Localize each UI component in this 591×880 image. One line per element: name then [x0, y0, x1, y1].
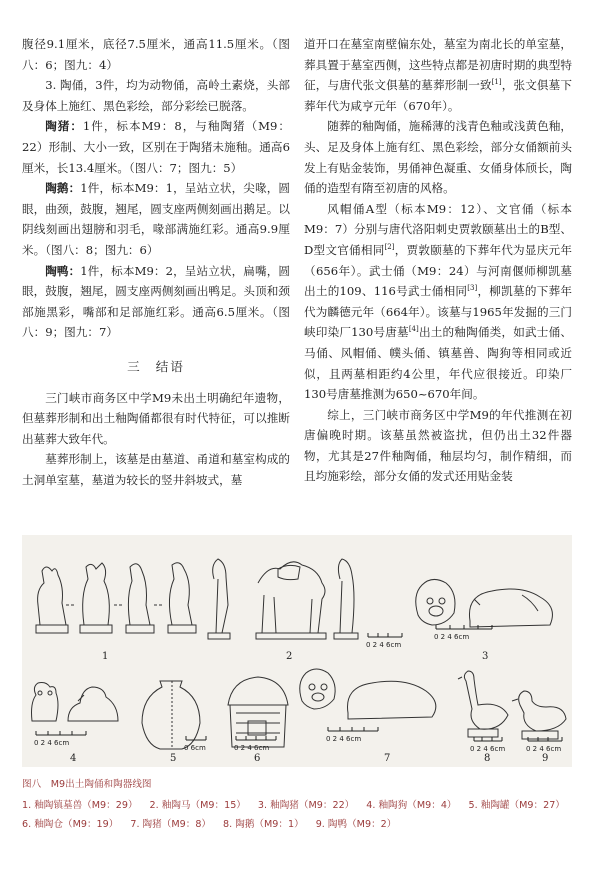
caption-title: 图八 M9出土陶俑和陶器线图	[22, 779, 152, 790]
paragraph-pig: 陶猪：1件，标本M9：8，与釉陶猪（M9：22）形制、大小一致，区别在于陶猪未施釉。通高6厘米，长13.4厘米。（图八：7；图九：5）	[22, 119, 290, 175]
paragraph: 随葬的釉陶俑，施稀薄的浅青色釉或浅黄色釉，头、足及身体上施有红、黑色彩绘，部分女俑额前头发上有贴金装饰，男俑神色凝重、女俑身体颀长，陶俑的造型有隋至初唐的风格。	[304, 119, 572, 196]
jar-drawing	[142, 681, 200, 749]
paragraph: 墓葬形制上，该墓是由墓道、甬道和墓室构成的土洞单室墓，墓道为较长的竖井斜坡式，墓	[22, 452, 290, 487]
figure-caption	[22, 776, 582, 834]
paragraph: 风帽俑A型（标本M9：12）、文官俑（标本M9：7）分别与唐代洛阳刺史贾敦颐墓出土的B型、D型文官俑相同[2]，贾敦颐墓的下葬年代为显庆元年（656年）。武士俑（M9：24）与河南偃师柳凯墓出土的109、116号武士俑相同[3]，柳凯墓的下葬年代为麟德元年（664年）。该墓与1965年发掘的三门峡印染厂130号唐墓[4]出土的釉陶俑类，如武士俑、马俑、风帽俑、幞头俑、镇墓兽、陶狗等相同或近似，且两墓相距约4公里，年代应很接近。印染厂130号唐墓推测为650~670年间。	[304, 201, 572, 402]
citation: [4]	[408, 325, 419, 334]
citation: [2]	[384, 243, 395, 252]
citation: [1]	[491, 78, 502, 87]
goose-drawing	[458, 671, 508, 737]
horse-drawing	[208, 559, 358, 639]
panel-label: 4	[70, 753, 77, 764]
paragraph: 3. 陶俑，3件，均为动物俑，高岭土素烧，头部及身体上施红、黑色彩绘，部分彩绘已脱落。	[22, 78, 290, 113]
scale-label: 0 2 4 6cm	[434, 633, 470, 641]
section-heading: 三 结语	[127, 358, 185, 374]
paragraph: 腹径9.1厘米，底径7.5厘米，通高11.5厘米。（图八：6；图九：4）	[22, 37, 290, 72]
entry-head: 陶鹅：	[45, 181, 81, 196]
scale-label: 0 2 4 6cm	[470, 745, 506, 753]
scale-label: 0 2 4 6cm	[326, 735, 362, 743]
entry-head: 陶鸭：	[45, 263, 81, 278]
panel-label: 1	[102, 651, 109, 662]
panel-label: 5	[170, 753, 177, 764]
left-column	[22, 34, 290, 490]
right-column	[304, 34, 572, 487]
line-drawing-figure	[22, 535, 572, 767]
caption-row: 1. 釉陶镇墓兽（M9：29） 2. 釉陶马（M9：15） 3. 釉陶猪（M9：22） 4. 釉陶狗（M9：4） 5. 釉陶罐（M9：27）	[22, 800, 565, 811]
entry-head: 陶猪：	[45, 119, 83, 134]
caption-row: 6. 釉陶仓（M9：19） 7. 陶猪（M9：8） 8. 陶鹅（M9：1） 9. 陶鸭（M9：2）	[22, 819, 397, 830]
tomb-beast-drawing	[36, 563, 196, 633]
paragraph-goose: 陶鹅：1件，标本M9：1，呈站立状，尖喙，圆眼，曲颈，鼓腹，翘尾，圆支座两侧刻画出鹅足。以阴线刻画出翅膀和羽毛，喙部满施红彩。通高9.9厘米。（图八：8；图九：6）	[22, 181, 290, 257]
scale-label: 0 2 4 6cm	[234, 744, 270, 752]
figure-drawings	[22, 535, 572, 767]
panel-label: 6	[254, 753, 261, 764]
scale-label: 0 2 4 6cm	[34, 739, 70, 747]
scale-label: 0 2 4 6cm	[366, 641, 402, 649]
panel-label: 7	[384, 753, 391, 764]
citation: [3]	[467, 284, 478, 293]
panel-label: 2	[286, 651, 293, 662]
paragraph-duck: 陶鸭：1件，标本M9：2，呈站立状，扁嘴，圆眼，鼓腹，翘尾，圆支座两侧刻画出鸭足。头顶和颈部施黑彩，嘴部和足部施红彩。通高6.5厘米。（图八：9；图九：7）	[22, 263, 290, 340]
paragraph: 综上，三门峡市商务区中学M9的年代推测在初唐偏晚时期。该墓虽然被盗扰，但仍出土32件器物，尤其是27件釉陶俑，釉层均匀，制作精细，而且均施彩绘，部分女俑的发式还用贴金装	[304, 407, 572, 484]
paragraph: 三门峡市商务区中学M9未出土明确纪年遗物，但墓葬形制和出土釉陶俑都很有时代特征，可以推断出墓葬大致年代。	[22, 390, 290, 446]
scale-label: 0 6cm	[184, 744, 206, 752]
dog-drawing	[32, 683, 119, 722]
panel-label: 8	[484, 753, 491, 764]
panel-label: 3	[482, 651, 489, 662]
paragraph: 道开口在墓室南壁偏东处，墓室为南北长的单室墓，葬具置于墓室西侧，这些特点都是初唐时期的典型特征，与唐代张文俱墓的墓葬形制一致[1]，张文俱墓下葬年代为咸亨元年（670年）。	[304, 37, 572, 113]
glazed-pig-drawing	[416, 579, 553, 627]
granary-drawing	[228, 677, 288, 747]
panel-label: 9	[542, 753, 549, 764]
pottery-pig-drawing	[300, 669, 436, 719]
duck-drawing	[512, 691, 566, 739]
scale-label: 0 2 4 6cm	[526, 745, 562, 753]
